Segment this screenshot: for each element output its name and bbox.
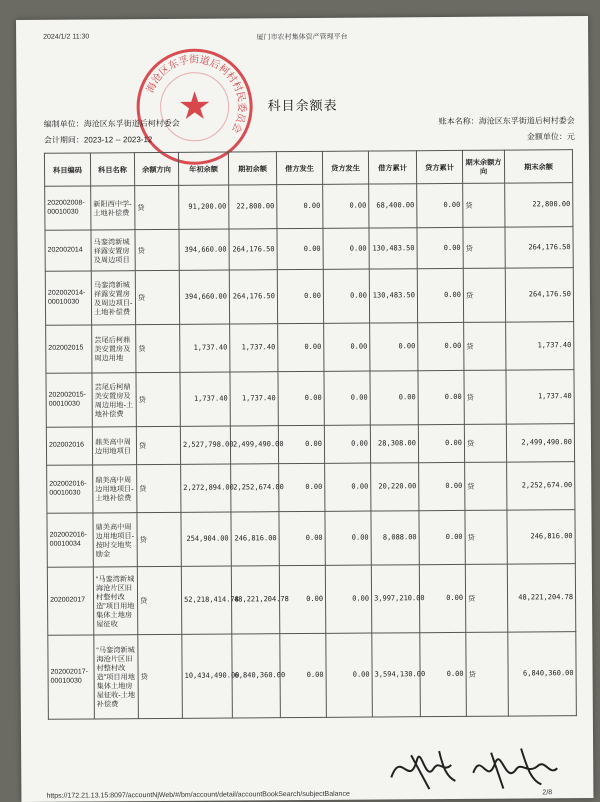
row-year-opening: 254,904.00 bbox=[181, 512, 231, 566]
row-debit: 0.00 bbox=[277, 228, 323, 269]
row-end-direction: 贷 bbox=[465, 462, 507, 510]
row-credit-cumulative: 0.00 bbox=[419, 462, 465, 510]
column-header: 科目名称 bbox=[90, 153, 134, 186]
row-credit: 0.00 bbox=[323, 228, 369, 269]
row-debit-cumulative: 130,483.50 bbox=[369, 228, 417, 269]
row-credit: 0.00 bbox=[325, 565, 371, 633]
row-credit: 0.00 bbox=[324, 323, 370, 371]
column-header: 期末余额方向 bbox=[462, 150, 504, 183]
seal-star-icon: ★ bbox=[177, 85, 212, 128]
row-code: 202002015-00010030 bbox=[46, 373, 92, 427]
row-direction: 贷 bbox=[135, 229, 179, 270]
row-credit: 0.00 bbox=[325, 463, 371, 511]
row-name: 芸尾后柯鼎美安置房及周边用地-土地补偿费 bbox=[92, 373, 136, 427]
row-credit: 0.00 bbox=[323, 269, 369, 323]
row-code: 202002015 bbox=[46, 325, 92, 373]
currency-unit: 金额单位：元 bbox=[526, 132, 575, 142]
row-name: 新阳西中学-土地补偿费 bbox=[91, 186, 135, 230]
row-credit-cumulative: 0.00 bbox=[417, 227, 463, 268]
row-code: 202002017-00010030 bbox=[48, 635, 95, 719]
row-end-direction: 贷 bbox=[463, 227, 505, 268]
row-year-opening: 1,737.40 bbox=[180, 324, 230, 372]
row-period-opening: 6,840,360.00 bbox=[232, 634, 281, 718]
row-code: 202002016 bbox=[46, 427, 92, 465]
row-credit: 0.00 bbox=[323, 184, 369, 228]
row-credit-cumulative: 0.00 bbox=[418, 424, 464, 462]
row-end-balance: 2,499,490.00 bbox=[506, 424, 574, 462]
column-header: 借方累计 bbox=[368, 151, 416, 184]
print-datetime: 2024/1/2 11:30 bbox=[43, 33, 90, 41]
document-page bbox=[16, 16, 593, 802]
handwritten-signatures bbox=[381, 728, 561, 799]
row-direction: 贷 bbox=[136, 324, 180, 372]
row-period-opening: 1,737.40 bbox=[230, 372, 278, 426]
row-credit-cumulative: 0.00 bbox=[420, 632, 467, 716]
row-debit: 0.00 bbox=[279, 463, 325, 511]
row-end-direction: 贷 bbox=[465, 510, 507, 564]
table-row bbox=[46, 322, 574, 374]
platform-name: 厦门市农村集体资产管理平台 bbox=[256, 33, 348, 42]
row-credit-cumulative: 0.00 bbox=[417, 268, 463, 322]
account-book-name: 账本名称：海沧区东孚街道后柯村委会 bbox=[438, 116, 575, 127]
column-header: 贷方发生 bbox=[322, 151, 368, 184]
row-name: 芸尾后柯鼎美安置房及周边用地 bbox=[92, 325, 136, 373]
row-credit-cumulative: 0.00 bbox=[418, 322, 464, 370]
row-debit-cumulative: 0.00 bbox=[370, 323, 418, 371]
row-direction: 贷 bbox=[138, 634, 183, 718]
row-direction: 贷 bbox=[136, 426, 180, 464]
row-end-balance: 1,737.40 bbox=[506, 370, 574, 424]
column-header: 贷方累计 bbox=[416, 150, 462, 183]
row-credit-cumulative: 0.00 bbox=[417, 183, 463, 227]
row-year-opening: 2,272,894.00 bbox=[181, 464, 231, 512]
row-name: “马銮湾新城海沧片区旧村整村改造”项目用地集体土地房屋征收-土地补偿费 bbox=[94, 635, 139, 719]
row-period-opening: 1,737.40 bbox=[230, 324, 278, 372]
row-code: 202002008-00010030 bbox=[45, 186, 91, 230]
column-header: 期初余额 bbox=[228, 152, 276, 185]
row-debit-cumulative: 3,594,130.00 bbox=[372, 633, 421, 717]
column-header: 期末余额 bbox=[504, 150, 572, 183]
table-row bbox=[47, 510, 575, 568]
row-debit-cumulative: 68,400.00 bbox=[369, 184, 417, 228]
row-end-balance: 264,176.50 bbox=[505, 227, 573, 268]
row-debit: 0.00 bbox=[278, 425, 324, 463]
row-name: “马銮湾新城海沧片区旧村整村改造”项目用地集体土地房屋征收 bbox=[93, 567, 137, 635]
table-row bbox=[45, 183, 573, 231]
row-name: 鼎美高中周边用地项目-土地补偿费 bbox=[93, 465, 137, 513]
row-name: 鼎美高中周边用地项目-按时交地奖励金 bbox=[93, 513, 137, 567]
row-end-balance: 6,840,360.00 bbox=[508, 632, 577, 716]
row-name: 马銮湾新城祥露安置房及周边项目-土地补偿费 bbox=[91, 271, 135, 325]
column-header: 科目编码 bbox=[44, 153, 90, 186]
row-debit-cumulative: 20,220.00 bbox=[371, 463, 419, 511]
row-direction: 贷 bbox=[136, 372, 180, 426]
table-row bbox=[45, 227, 573, 272]
row-end-direction: 贷 bbox=[463, 183, 505, 227]
row-end-balance: 48,221,204.78 bbox=[507, 564, 575, 632]
row-debit-cumulative: 3,997,210.00 bbox=[371, 565, 419, 633]
row-credit: 0.00 bbox=[324, 371, 370, 425]
row-code: 202002017 bbox=[47, 567, 93, 635]
table-row bbox=[47, 564, 575, 636]
row-debit: 0.00 bbox=[277, 184, 323, 228]
row-code: 202002014 bbox=[45, 230, 91, 271]
row-year-opening: 394,660.00 bbox=[179, 270, 229, 324]
table-row bbox=[47, 462, 575, 514]
row-end-direction: 贷 bbox=[464, 424, 506, 462]
row-period-opening: 2,499,490.00 bbox=[230, 426, 278, 464]
row-debit: 0.00 bbox=[279, 565, 325, 633]
row-end-balance: 22,800.00 bbox=[505, 183, 573, 227]
row-credit: 0.00 bbox=[326, 633, 373, 717]
column-header: 年初余额 bbox=[178, 152, 228, 185]
row-year-opening: 1,737.40 bbox=[180, 372, 230, 426]
row-period-opening: 22,800.00 bbox=[229, 185, 277, 229]
table-row bbox=[48, 632, 577, 720]
table-header-row bbox=[44, 150, 572, 187]
table-row bbox=[45, 268, 573, 326]
page-title: 科目余额表 bbox=[267, 97, 338, 114]
row-end-balance: 264,176.50 bbox=[505, 268, 573, 322]
row-period-opening: 48,221,204.78 bbox=[231, 566, 279, 634]
row-direction: 贷 bbox=[135, 270, 179, 324]
row-year-opening: 10,434,490.00 bbox=[182, 634, 233, 718]
subject-balance-table bbox=[44, 149, 577, 720]
column-header: 借方发生 bbox=[276, 151, 322, 184]
row-direction: 贷 bbox=[137, 464, 181, 512]
row-debit-cumulative: 28,308.00 bbox=[370, 425, 418, 463]
row-end-balance: 2,252,674.00 bbox=[507, 462, 575, 510]
row-direction: 贷 bbox=[137, 512, 181, 566]
row-end-direction: 贷 bbox=[466, 632, 509, 716]
row-credit-cumulative: 0.00 bbox=[418, 370, 464, 424]
row-credit: 0.00 bbox=[325, 511, 371, 565]
row-debit-cumulative: 0.00 bbox=[370, 371, 418, 425]
row-debit: 0.00 bbox=[279, 511, 325, 565]
row-end-direction: 贷 bbox=[464, 322, 506, 370]
row-direction: 贷 bbox=[137, 566, 181, 634]
row-credit-cumulative: 0.00 bbox=[419, 564, 465, 632]
page-url: https://172.21.13.15:8097/accountNjWeb/#/bm/account/detail/accountBookSearch/subjectBalance bbox=[46, 790, 350, 800]
row-year-opening: 2,527,798.00 bbox=[180, 426, 230, 464]
table-row bbox=[46, 370, 574, 428]
table-row bbox=[46, 424, 574, 466]
row-period-opening: 246,816.00 bbox=[231, 512, 279, 566]
row-debit-cumulative: 130,483.50 bbox=[369, 269, 417, 323]
row-year-opening: 52,218,414.78 bbox=[181, 566, 231, 634]
row-year-opening: 91,200.00 bbox=[179, 185, 229, 229]
compiling-unit: 编制单位：海沧区东孚街道后柯村委会 bbox=[43, 118, 180, 129]
row-debit-cumulative: 8,088.00 bbox=[371, 511, 419, 565]
row-period-opening: 264,176.50 bbox=[229, 229, 277, 270]
row-end-direction: 贷 bbox=[465, 564, 507, 632]
row-debit: 0.00 bbox=[278, 323, 324, 371]
row-debit: 0.00 bbox=[278, 371, 324, 425]
row-credit: 0.00 bbox=[324, 425, 370, 463]
row-direction: 贷 bbox=[135, 185, 179, 229]
row-debit: 0.00 bbox=[277, 269, 323, 323]
row-credit-cumulative: 0.00 bbox=[419, 510, 465, 564]
row-end-balance: 246,816.00 bbox=[507, 510, 575, 564]
row-debit: 0.00 bbox=[280, 633, 327, 717]
page-number: 2/8 bbox=[542, 789, 553, 797]
row-name: 鼎美高中周边用地项目 bbox=[92, 427, 136, 465]
row-period-opening: 2,252,674.00 bbox=[231, 464, 279, 512]
svg-text:海沧区东孚街道后柯村村民委员会: 海沧区东孚街道后柯村村民委员会 bbox=[145, 54, 247, 135]
accounting-period: 会计期间：2023-12 -- 2023-12 bbox=[43, 135, 153, 145]
row-end-direction: 贷 bbox=[464, 370, 506, 424]
row-code: 202002016-00010034 bbox=[47, 513, 93, 567]
row-code: 202002016-00010030 bbox=[47, 465, 93, 513]
row-code: 202002014-00010030 bbox=[45, 271, 91, 325]
row-end-direction: 贷 bbox=[463, 268, 505, 322]
row-name: 马銮湾新城祥露安置房及周边项目 bbox=[91, 230, 135, 271]
row-end-balance: 1,737.40 bbox=[506, 322, 574, 370]
row-period-opening: 264,176.50 bbox=[229, 270, 277, 324]
row-year-opening: 394,660.00 bbox=[179, 229, 229, 270]
column-header: 余额方向 bbox=[134, 152, 178, 185]
